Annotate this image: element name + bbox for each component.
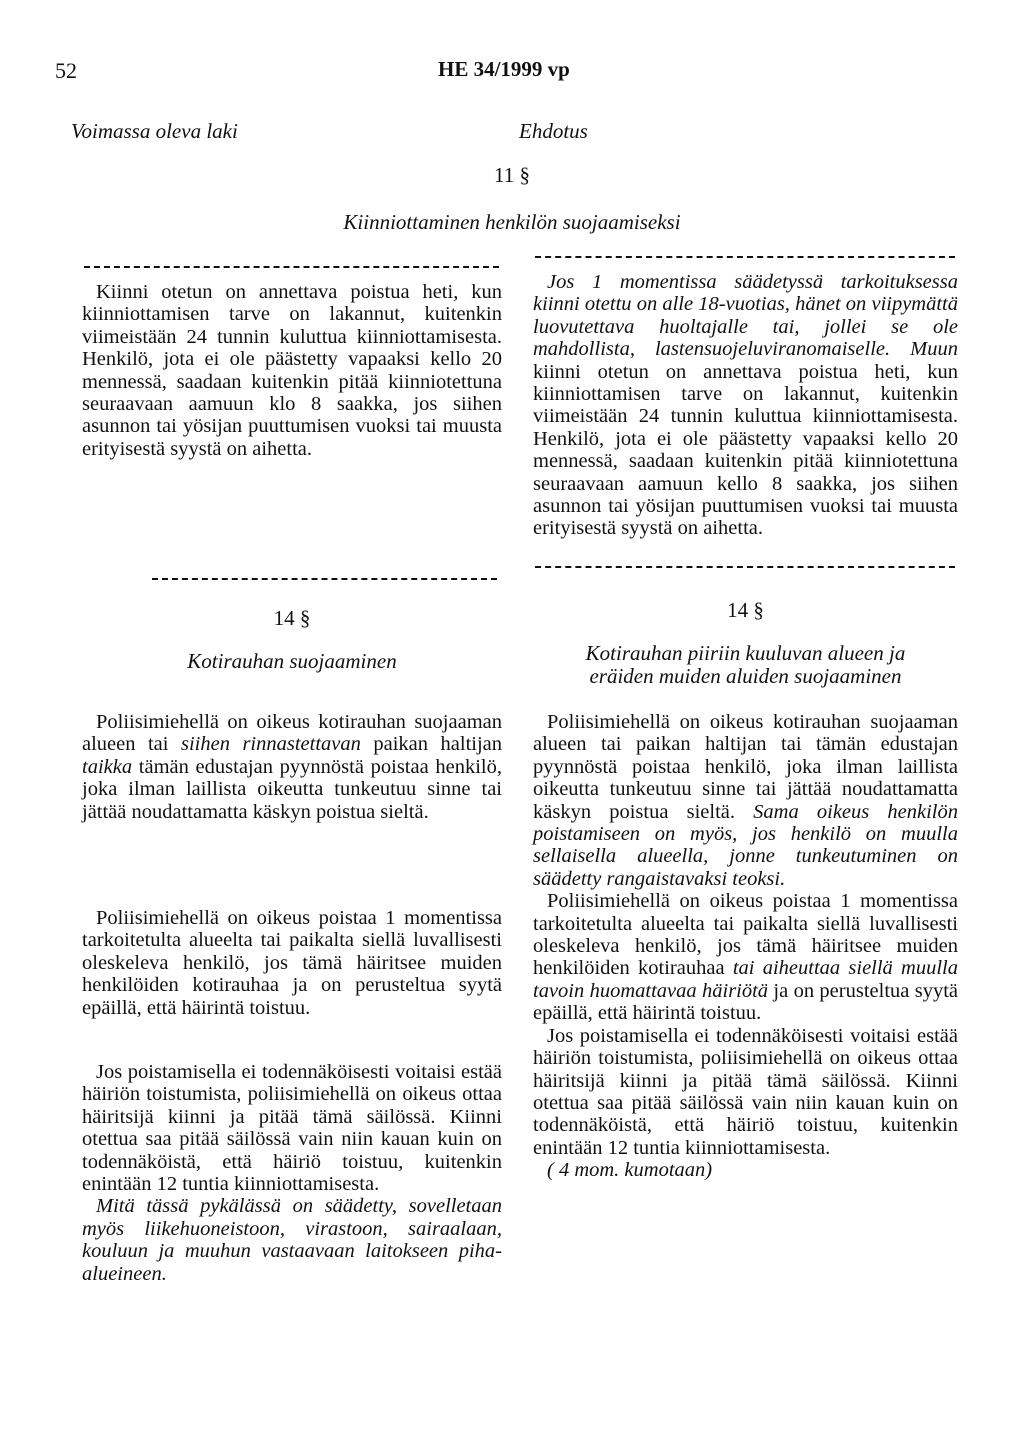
current-law-heading: Voimassa oleva laki	[71, 119, 238, 143]
section-14-proposed-title-line-1: Kotirauhan piiriin kuuluvan alueen ja	[585, 641, 906, 665]
section-14-proposed-title	[533, 642, 958, 688]
p1-part-c: paikan haltijan	[360, 733, 503, 756]
proposal-heading: Ehdotus	[519, 119, 588, 143]
section-14-current-p3-text: Jos poistamisella ei todennäköisesti voitaisi estää häiriön toistumista, poliisimiehellä on oikeus ottaa häiritsijä kiinni ja pitää tämä säilössä. Kiinni otettua saa pitää säilössä vain niin kauan kuin on todennäköistä, että häiriö toistuu, kuitenkin enintään 12 tuntia kiinniottamisesta.	[82, 1061, 502, 1196]
section-11-current-paragraph: Kiinni otetun on annettava poistua heti, kun kiinniottamisen tarve on lakannut, kuitenkin viimeistään 24 tunnin kuluttua kiinniottamisesta. Henkilö, jota ei ole päästetty vapaaksi kello 20 mennessä, saadaan kuitenkin pitää kiinniotettuna seuraavaan aamuun klo 8 saakka, jos siihen asunnon tai yösijan puuttumisen vuoksi tai muusta erityisestä syystä on aihetta.	[82, 281, 502, 460]
section-14-current-paragraph-1	[82, 711, 502, 823]
divider-left-top	[84, 266, 499, 268]
p1-part-d: taikka	[82, 755, 133, 778]
proposed-p2-a: Poliisimiehellä on oikeus poistaa 1 momentissa tarkoitetulta alueelta tai paikalta siellä luvallisesti oleskeleva henkilö, jos tämä häiritsee muiden henkilöiden kotirauhaa	[533, 890, 958, 980]
section-11-proposed-body: kiinni otetun on annettava poistua heti, kun kiinniottamisen tarve on lakannut, kuitenkin viimeistään 24 tunnin kuluttua kiinniottamisesta. Henkilö, jota ei ole päästetty vapaaksi kello 20 mennessä, saadaan kuitenkin pitää kiinniotettuna seuraavaan aamuun kello 8 saakka, jos siihen asunnon tai yösijan puuttumisen vuoksi tai muusta erityisestä syystä on aihetta.	[533, 360, 958, 540]
section-14-proposed-p4-text: ( 4 mom. kumotaan)	[547, 1159, 713, 1182]
page-number: 52	[55, 58, 77, 83]
section-14-current-p1-text	[82, 711, 502, 823]
section-11-title-text: Kiinniottaminen henkilön suojaamiseksi	[343, 210, 681, 234]
section-11-proposed-paragraph	[533, 271, 958, 540]
section-14-current-title: Kotirauhan suojaaminen	[187, 649, 397, 673]
document-id: HE 34/1999 vp	[438, 57, 570, 81]
section-11-title	[0, 210, 1024, 235]
section-14-current-paragraph-2	[82, 907, 502, 1019]
section-14-proposed-p1-text	[533, 711, 958, 890]
proposed-p2-c: ja on perusteltua syytä epäillä, että häirintä toistuu.	[533, 979, 958, 1025]
section-14-proposed-p3-text: Jos poistamisella ei todennäköisesti voitaisi estää häiriön toistumista, poliisimiehellä on oikeus ottaa häiritsijä kiinni ja pitää tämä säilössä. Kiinni otettua saa pitää säilössä vain niin kauan kuin on todennäköistä, että häiriö toistuu, kuitenkin enintään 12 tuntia kiinniottamisesta.	[533, 1024, 958, 1159]
divider-right-bottom	[535, 566, 955, 568]
divider-right-top	[535, 256, 955, 258]
section-14-current-p2-text: Poliisimiehellä on oikeus poistaa 1 momentissa tarkoitetulta alueelta tai paikalta siellä luvallisesti oleskeleva henkilö, jos tämä häiritsee muiden henkilöiden kotirauhaa ja on perusteltua syytä epäillä, että häirintä toistuu.	[82, 907, 502, 1019]
section-14-proposed-title-line-2: eräiden muiden aluiden suojaaminen	[589, 664, 902, 688]
section-14-current-number: 14 §	[273, 606, 311, 630]
p1-part-e: tämän edustajan pyynnöstä poistaa henkilö, joka ilman laillista oikeutta tunkeutuu sinne tai jättää noudattamatta käskyn poistua sieltä.	[82, 755, 502, 823]
section-11-current-text	[82, 281, 502, 460]
proposed-p1-added: Sama oikeus henkilön poistamiseen on myös, jos henkilö on muulla sellaisella alueella, jonne tunkeutuminen on säädetty rangaistavaksi teoksi.	[533, 800, 959, 890]
p1-part-a: Poliisimiehellä on oikeus kotirauhan suojaaman alueen tai	[82, 711, 502, 756]
divider-left-bottom	[152, 578, 497, 580]
section-14-current-paragraph-3	[82, 1061, 502, 1285]
proposed-p2-b: tai aiheuttaa siellä muulla tavoin huomattavaa häiriötä	[533, 957, 958, 1002]
section-11-proposed-text	[533, 271, 958, 540]
section-14-proposed-paragraph-1	[533, 711, 958, 1182]
section-11-proposed-added-text: Jos 1 momentissa säädetyssä tarkoituksessa kiinni otettu on alle 18-vuotias, hänet on viipymättä luovutettava huoltajalle tai, jollei se ole mahdollista, lastensuojeluviranomaiselle. Muun	[533, 271, 958, 361]
section-14-proposed-p2-text	[533, 890, 958, 1024]
p1-part-b: siihen rinnastettavan	[180, 733, 361, 756]
proposed-p1-body: Poliisimiehellä on oikeus kotirauhan suojaaman alueen tai paikan haltijan tai tämän edustajan pyynnöstä poistaa henkilö, joka ilman laillista oikeutta tunkeutuu sinne tai jättää noudattamatta käskyn poistua sieltä.	[533, 711, 958, 823]
section-11-number: 11 §	[494, 163, 530, 187]
section-14-current-p4-text: Mitä tässä pykälässä on säädetty, sovelletaan myös liikehuoneistoon, virastoon, sairaalaan, kouluun ja muuhun vastaavaan laitokseen piha-alueineen.	[82, 1195, 502, 1285]
section-14-proposed-number: 14 §	[727, 598, 764, 622]
